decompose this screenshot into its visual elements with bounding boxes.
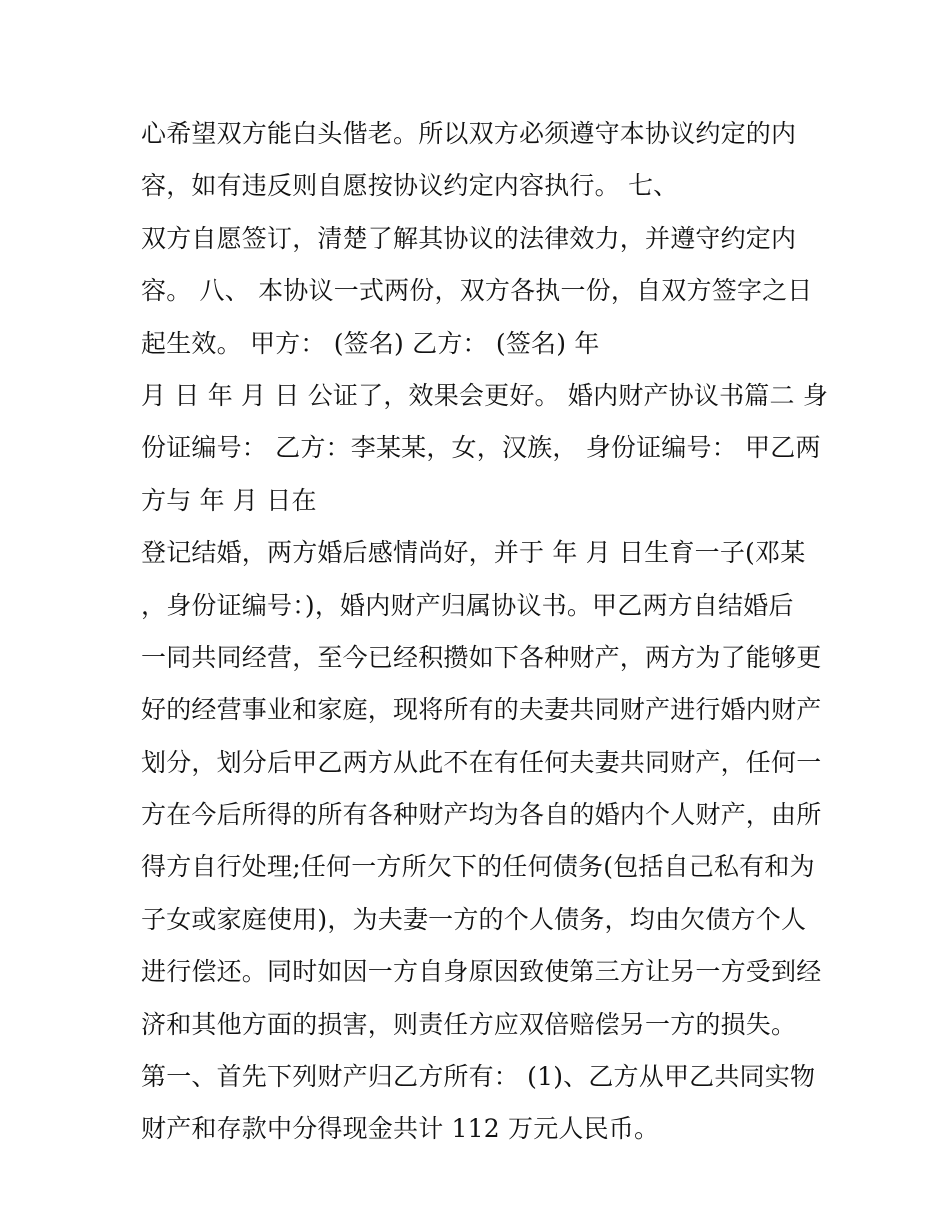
text-line: 好的经营事业和家庭，现将所有的夫妻共同财产进行婚内财产 xyxy=(141,695,822,725)
text-line: 登记结婚，两方婚后感情尚好，并于 年 月 日生育一子(邓某 xyxy=(141,538,806,568)
text-line: 心希望双方能白头偕老。所以双方必须遵守本协议约定的内 xyxy=(141,119,797,148)
text-line: 方在今后所得的所有各种财产均为各自的婚内个人财产，由所 xyxy=(141,800,822,830)
document-body xyxy=(141,108,841,1156)
text-line: 划分，划分后甲乙两方从此不在有任何夫妻共同财产，任何一 xyxy=(141,747,822,777)
text-line: 容。 八、 本协议一式两份，双方各执一份，自双方签字之日 xyxy=(141,276,813,306)
text-line: 第一、首先下列财产归乙方所有： (1)、乙方从甲乙共同实物 xyxy=(141,1062,816,1092)
text-line: 济和其他方面的损害，则责任方应双倍赔偿另一方的损失。 xyxy=(141,1009,797,1039)
text-line: 方与 年 月 日在 xyxy=(141,485,317,515)
text-line: 财产和存款中分得现金共计 112 万元人民币。 xyxy=(141,1114,660,1144)
text-line: 双方自愿签订，清楚了解其协议的法律效力，并遵守约定内 xyxy=(141,223,797,253)
text-line: 一同共同经营，至今已经积攒如下各种财产，两方为了能够更 xyxy=(141,642,822,672)
text-line: 容，如有违反则自愿按协议约定内容执行。 七、 xyxy=(141,171,679,201)
text-line: ，身份证编号：)，婚内财产归属协议书。甲乙两方自结婚后 xyxy=(141,590,794,620)
text-line: 起生效。 甲方： (签名) 乙方： (签名) 年 xyxy=(141,328,600,358)
text-line: 进行偿还。同时如因一方自身原因致使第三方让另一方受到经 xyxy=(141,957,822,987)
text-line: 份证编号： 乙方：李某某，女，汉族， 身份证编号： 甲乙两 xyxy=(141,433,821,463)
text-line: 子女或家庭使用)，为夫妻一方的个人债务，均由欠债方个人 xyxy=(141,904,807,934)
text-line: 月 日 年 月 日 公证了，效果会更好。 婚内财产协议书篇二 身 xyxy=(141,380,829,410)
text-line: 得方自行处理;任何一方所欠下的任何债务(包括自己私有和为 xyxy=(141,852,815,882)
